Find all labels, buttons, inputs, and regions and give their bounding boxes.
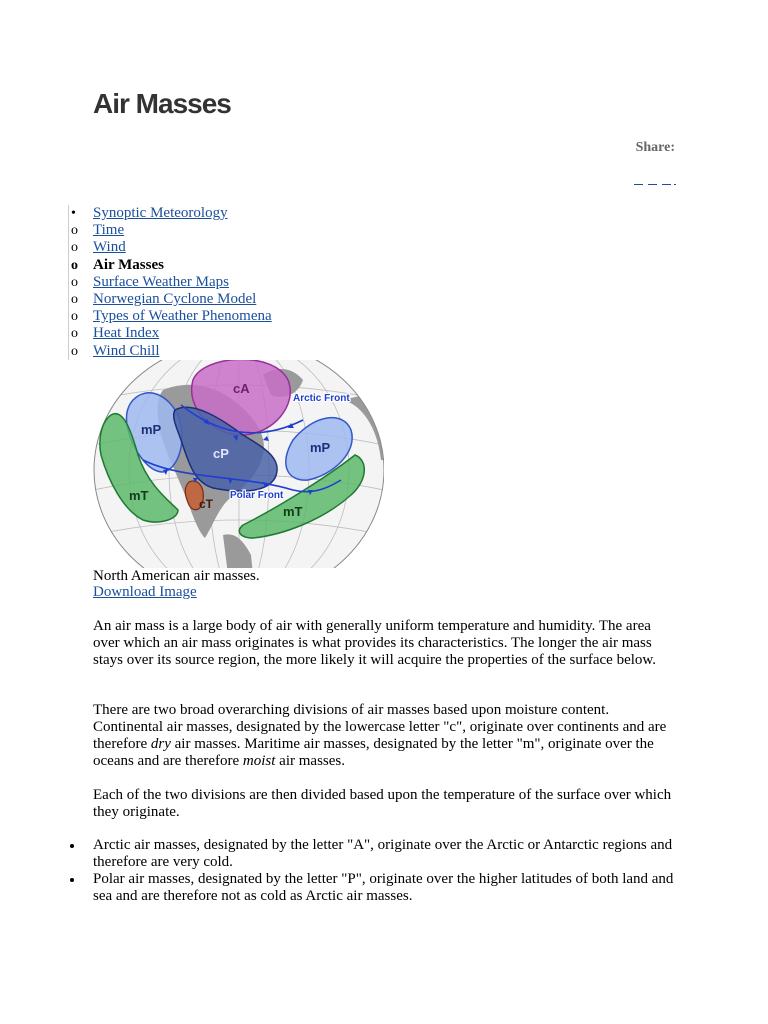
- label-mt-west: mT: [129, 488, 149, 503]
- p2-dry: dry: [150, 736, 171, 752]
- page-title: Air Masses: [93, 88, 231, 119]
- share-twitter-link[interactable]: [648, 178, 657, 185]
- nav-link-wind[interactable]: Wind: [93, 239, 126, 256]
- paragraph-temperature: Each of the two divisions are then divided based upon the temperature of the surface over which they originate.: [93, 787, 672, 820]
- p2-text-a: There are two broad overarching divisions of air masses based upon moisture content. Continental air masses, designated by the lowercase letter "c", originate over continents and are therefore: [93, 702, 667, 752]
- nav-marker: o: [71, 309, 78, 325]
- p2-text-b: air masses. Maritime air masses, designated by the letter "m", originate over the oceans and are therefore: [93, 736, 654, 769]
- share-more-link[interactable]: [674, 178, 676, 185]
- share-email-link[interactable]: [662, 178, 671, 185]
- list-item-text: Polar air masses, designated by the letter "P", originate over the higher latitudes of both land and sea and are therefore not as cold as Arctic air masses.: [93, 871, 674, 904]
- download-image-link[interactable]: Download Image: [93, 584, 197, 600]
- label-ct: cT: [199, 497, 214, 511]
- nav-marker: o: [71, 291, 78, 307]
- label-ca: cA: [233, 381, 250, 396]
- share-links: [634, 178, 676, 188]
- nav-marker: o: [71, 326, 78, 342]
- air-mass-map-svg: [93, 360, 384, 568]
- air-mass-type-list: [68, 837, 678, 905]
- nav-link-heat-index[interactable]: Heat Index: [93, 325, 160, 342]
- nav-link-synoptic-meteorology[interactable]: Synoptic Meteorology: [93, 205, 228, 221]
- share-label: Share:: [635, 140, 675, 155]
- share-facebook-link[interactable]: [634, 178, 643, 185]
- air-mass-map: [93, 360, 384, 568]
- nav-marker: o: [71, 257, 78, 273]
- list-item: [68, 837, 678, 871]
- nav-link-norwegian-cyclone-model[interactable]: Norwegian Cyclone Model: [93, 290, 257, 307]
- bullet-dot: [70, 878, 74, 882]
- label-polar-front: Polar Front: [230, 490, 284, 501]
- nav-marker: o: [71, 223, 78, 239]
- nav-link-time[interactable]: Time: [93, 222, 125, 239]
- label-cp: cP: [213, 446, 229, 461]
- nav-current-air-masses: Air Masses: [93, 256, 164, 273]
- p2-moist: moist: [242, 753, 276, 769]
- figure-caption: North American air masses.: [93, 568, 260, 584]
- label-mp-east: mP: [310, 440, 331, 455]
- label-arctic-front: Arctic Front: [293, 393, 350, 404]
- label-mp-west: mP: [141, 422, 162, 437]
- paragraph-moisture: [93, 702, 678, 770]
- label-mt-east: mT: [283, 504, 303, 519]
- topic-nav: [68, 205, 272, 360]
- nav-link-types-of-weather-phenomena[interactable]: Types of Weather Phenomena: [93, 308, 272, 325]
- nav-link-surface-weather-maps[interactable]: Surface Weather Maps: [93, 273, 229, 290]
- nav-marker: o: [71, 240, 78, 256]
- bullet-dot: [70, 844, 74, 848]
- nav-marker: •: [71, 206, 76, 221]
- nav-link-wind-chill[interactable]: Wind Chill: [93, 342, 160, 359]
- list-item-text: Arctic air masses, designated by the letter "A", originate over the Arctic or Antarctic regions and therefore are very cold.: [93, 837, 673, 870]
- p2-text-c: air masses.: [275, 753, 345, 769]
- nav-marker: o: [71, 343, 78, 359]
- nav-marker: o: [71, 274, 78, 290]
- paragraph-intro: An air mass is a large body of air with generally uniform temperature and humidity. The area over which an air mass originates is what provides its characteristics. The longer the air mass stays over its source region, the more likely it will acquire the properties of the surface below.: [93, 618, 657, 668]
- list-item: [68, 871, 678, 905]
